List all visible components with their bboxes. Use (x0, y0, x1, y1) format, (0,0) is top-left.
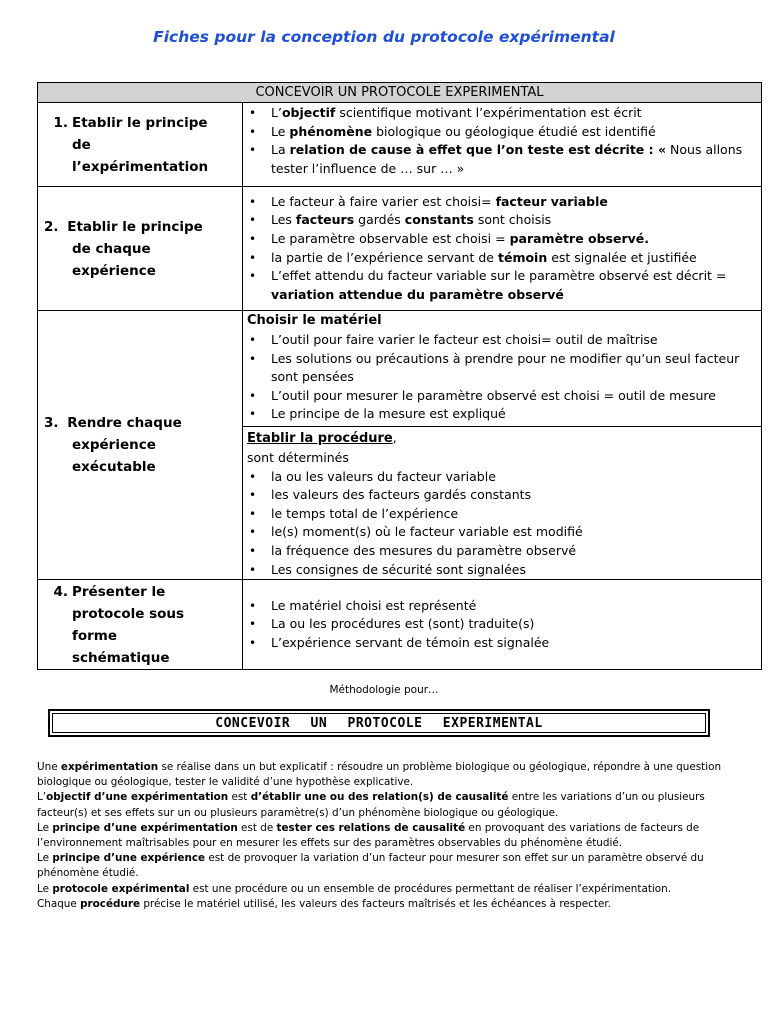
table-header: CONCEVOIR UN PROTOCOLE EXPERIMENTAL (38, 83, 762, 103)
step-label: 4. Présenter le protocole sous forme schématique (38, 580, 243, 670)
list-item: • Le matériel choisi est représenté (247, 597, 758, 616)
step-label: 1. Etablir le principe de l’expérimentation (38, 103, 243, 187)
subsection-divider: Etablir la procédure, sont déterminés • la ou les valeurs du facteur variable • les valeurs des facteurs gardés constants • le temps total de l’expérience • le(s) moment(s) où le facteur variable est modifié • la fréquence des mesures du paramètre observé • Les consignes de sécurité sont signalées (243, 426, 761, 579)
paragraph: Le principe d’une expérimentation est de tester ces relations de causalité en provoquant des variations de facteurs de l’environnement maîtrisables pour en mesurer les effets sur des paramètres observables du phénomène étudié. (37, 821, 700, 850)
page-title: Fiches pour la conception du protocole expérimental (153, 28, 615, 46)
list-item: • Le phénomène biologique ou géologique étudié est identifié (247, 123, 758, 142)
paragraph: L’objectif d’une expérimentation est d’établir une ou des relation(s) de causalité entre les variations d’un ou plusieurs facteur(s) et ses effets sur un ou plusieurs paramètre(s) d’un phénomène biologique ou géologique. (37, 791, 705, 819)
list-item: • Les facteurs gardés constants sont choisis (247, 211, 758, 230)
list-item: • la partie de l’expérience servant de témoin est signalée et justifiée (247, 249, 758, 268)
list-item: • L’outil pour faire varier le facteur est choisi= outil de maîtrise (247, 331, 758, 350)
list-item: • Les solutions ou précautions à prendre pour ne modifier qu’un seul facteur sont pensées (247, 350, 758, 387)
list-item: • les valeurs des facteurs gardés constants (247, 486, 758, 505)
subsection-title: Etablir la procédure (247, 430, 393, 446)
list-item: • L’expérience servant de témoin est signalée (247, 634, 758, 653)
table-row (38, 311, 762, 580)
section-title-box (48, 709, 710, 737)
paragraph: Une expérimentation se réalise dans un but explicatif : résoudre un problème biologique ou géologique, répondre à une question biologique ou géologique, tester le validité d’une hypothèse explicative. (37, 761, 722, 789)
step-content (243, 311, 762, 580)
paragraph: Le protocole expérimental est une procédure ou un ensemble de procédures permettant de réaliser l’expérimentation. (37, 882, 672, 895)
list-item: • le(s) moment(s) où le facteur variable est modifié (247, 523, 758, 542)
list-item: • Le facteur à faire varier est choisi= facteur variable (247, 193, 758, 212)
paragraph: Chaque procédure précise le matériel utilisé, les valeurs des facteurs maîtrisés et les échéances à respecter. (37, 897, 611, 910)
table-row (38, 187, 762, 311)
list-item: • Le paramètre observable est choisi = paramètre observé. (247, 230, 758, 249)
list-item: • L’effet attendu du facteur variable sur le paramètre observé est décrit = variation attendue du paramètre observé (247, 267, 758, 304)
list-item: • Le principe de la mesure est expliqué (247, 405, 758, 424)
table-row (38, 580, 762, 670)
list-item: • la ou les valeurs du facteur variable (247, 468, 758, 487)
step-content (243, 187, 762, 311)
list-item: • La relation de cause à effet que l’on teste est décrite : « Nous allons tester l’influence de … sur … » (247, 141, 758, 178)
list-item: • la fréquence des mesures du paramètre observé (247, 542, 758, 561)
subsection-title: Choisir le matériel (247, 313, 382, 328)
methodology-caption: Méthodologie pour… (329, 684, 439, 696)
step-label: 3. Rendre chaque expérience exécutable (38, 311, 243, 580)
subsection-intro: sont déterminés (247, 449, 349, 465)
list-item: • Les consignes de sécurité sont signalées (247, 561, 758, 580)
definitions-text (37, 760, 737, 912)
step-content (243, 103, 762, 187)
list-item: • L’outil pour mesurer le paramètre observé est choisi = outil de mesure (247, 387, 758, 406)
step-label: 2. Etablir le principe de chaque expérience (38, 187, 243, 311)
table-row (38, 103, 762, 187)
section-title: CONCEVOIR UN PROTOCOLE EXPERIMENTAL (52, 713, 706, 733)
paragraph: Le principe d’une expérience est de provoquer la variation d’un facteur pour mesurer son effet sur un paramètre observé du phénomène étudié. (37, 852, 704, 880)
list-item: • L’objectif scientifique motivant l’expérimentation est écrit (247, 104, 758, 123)
protocol-table (37, 82, 762, 670)
step-content (243, 580, 762, 670)
list-item: • La ou les procédures est (sont) traduite(s) (247, 615, 758, 634)
list-item: • le temps total de l’expérience (247, 505, 758, 524)
